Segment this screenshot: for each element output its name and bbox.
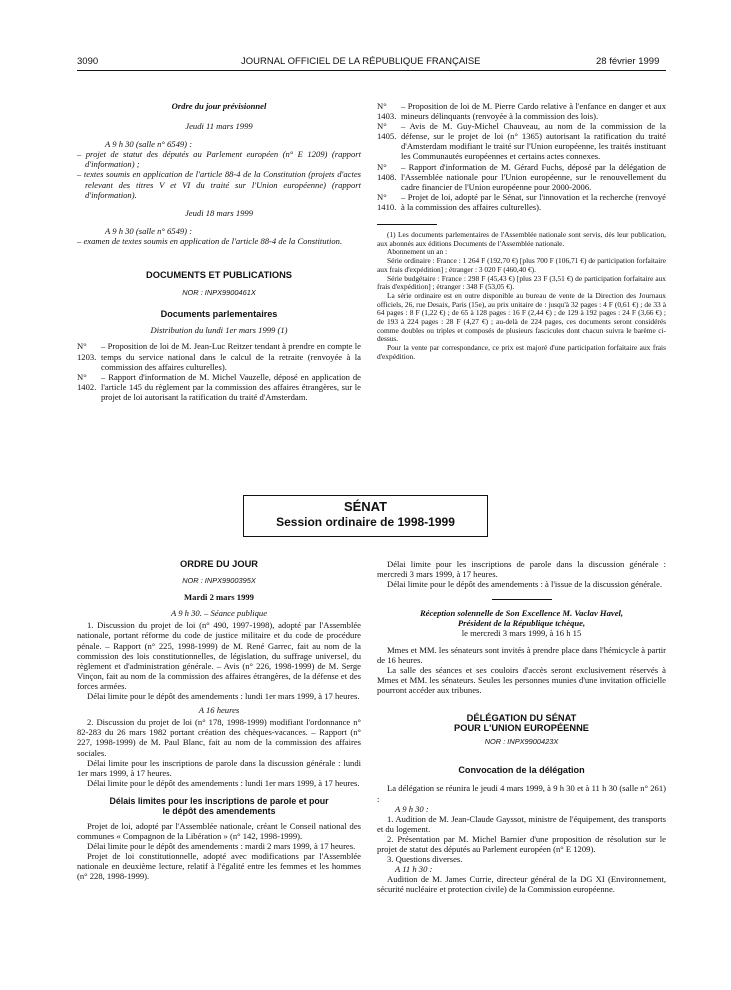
footnote-text: Série ordinaire : France : 1 264 F (192,70 €) [plus 700 F (106,71 €) de participation forfaitaire aux frais d'expédition] ; étranger : 3 020 F (460,40 €). [377, 256, 666, 274]
agenda-item: 2. Présentation par M. Michel Barnier d'une proposition de résolution sur le projet de statut des députés au Parlement européen (n° E 1209). [377, 833, 666, 854]
entry-number: N° 1402. [77, 371, 97, 392]
nor-code: NOR : INPX9900395X [182, 576, 256, 586]
ordre-du-jour-heading: ORDRE DU JOUR [180, 559, 258, 569]
deadline-line: Délai limite pour le dépôt des amendements : à l'issue de la discussion générale. [387, 579, 663, 590]
session-subtitle: Session ordinaire de 1998-1999 [276, 515, 455, 529]
entry-text: – Rapport d'information de M. Gérard Fuchs, déposé par la délégation de l'Assemblée nationale pour l'Union européenne, sur le renouvellement du cadre financier de l'Union européenne pour 2000-2006. [401, 161, 666, 192]
time-line: A 9 h 30 : [395, 803, 429, 814]
reception-title: Réception solennelle de Son Excellence M. Vaclav Havel, Président de la République tchèque, [419, 608, 624, 629]
footnote-text: Série budgétaire : France : 298 F (45,43 €) [plus 23 F (3,51 €) de participation forfaitaire aux frais d'expédition] ; étranger : 348 F (53,05 €). [377, 273, 666, 292]
header-rule [77, 70, 666, 71]
page-number: 3090 [77, 56, 99, 67]
docs-heading: DOCUMENTS ET PUBLICATIONS [146, 270, 292, 281]
document-entry [77, 372, 361, 402]
agenda-item: – projet de statut des députés au Parlement européen (n° E 1209) (rapport d'information) ; [77, 149, 361, 170]
senat-title: SÉNAT [343, 499, 388, 514]
nor-code: NOR : INPX9900461X [182, 288, 256, 298]
entry-text: – Projet de loi, adopté par le Sénat, sur l'innovation et la recherche (renvoyé à la commission des affaires culturelles). [401, 191, 666, 212]
deadline-line: Délai limite pour le dépôt des amendements : lundi 1er mars 1999, à 17 heures. [87, 691, 360, 702]
footnote-text: Pour la vente par correspondance, ce prix est majoré d'une participation forfaitaire aux frais d'expédition. [377, 343, 666, 361]
delais-heading: Délais limites pour les inscriptions de parole et pour le dépôt des amendements [109, 795, 329, 816]
agenda-item: – examen de textes soumis en application de l'article 88-4 de la Constitution. [77, 235, 343, 246]
document-entry [377, 121, 666, 161]
left-bottom-column [77, 559, 361, 881]
entry-number: N° 1410. [377, 191, 397, 212]
deadline-line: Délai limite pour les inscriptions de parole dans la discussion générale : lundi 1er mars 1999, à 17 heures. [77, 757, 361, 778]
nor-code: NOR : INPX9900423X [484, 737, 559, 747]
entry-number: N° 1403. [377, 101, 397, 122]
issue-date: 28 février 1999 [596, 56, 660, 67]
agenda-item: – textes soumis en application de l'article 88-4 de la Constitution (projets d'actes relevant des titres V et VI du traité sur l'Union européenne) (rapport d'information). [77, 169, 361, 200]
info-paragraph: Mmes et MM. les sénateurs sont invités à prendre place dans l'hémicycle à partir de 16 heures. [377, 644, 666, 665]
left-top-column [77, 101, 361, 402]
time-line: A 9 h 30. – Séance publique [170, 608, 268, 619]
reception-date: le mercredi 3 mars 1999, à 16 h 15 [461, 628, 582, 639]
agenda-paragraph: Projet de loi constitutionnelle, adopté avec modifications par l'Assemblée nationale en deuxième lecture, relatif à l'égalité entre les femmes et les hommes (n° 228, 1998-1999). [77, 851, 361, 882]
delegation-heading: DÉLÉGATION DU SÉNAT [466, 713, 577, 724]
document-entry [377, 162, 666, 192]
entry-number: N° 1203. [77, 341, 97, 362]
docs-subheading: Documents parlementaires [160, 309, 278, 320]
ordre-previsionnel-title: Ordre du jour prévisionnel [171, 101, 267, 111]
deadline-line: Délai limite pour le dépôt des amendements : lundi 1er mars 1999, à 17 heures. [87, 777, 360, 788]
agenda-item: 3. Questions diverses. [387, 854, 463, 865]
agenda-paragraph: 2. Discussion du projet de loi (n° 178, 1998-1999) modifiant l'ordonnance n° 82-283 du 26 mars 1982 portant création des chèques-vacances. – Rapport (n° 227, 1998-1999) de M. Paul Blanc, fait au nom de la commission des affaires sociales. [77, 717, 361, 758]
time-line: A 9 h 30 (salle n° 6549) : [105, 139, 193, 150]
time-line: A 11 h 30 : [395, 864, 433, 875]
right-bottom-column [377, 559, 666, 894]
deadline-line: Délai limite pour les inscriptions de parole dans la discussion générale : mercredi 3 mars 1999, à 17 heures. [377, 559, 666, 580]
entry-text: – Avis de M. Guy-Michel Chauveau, au nom de la commission de la défense, sur le projet de loi (n° 1365) autorisant la ratification du traité d'Amsterdam modifiant le traité sur l'Union européenne, les traités instituant les Communautés européennes et certains actes connexes. [401, 121, 666, 162]
deadline-line: Délai limite pour le dépôt des amendements : mardi 2 mars 1999, à 17 heures. [87, 841, 356, 852]
time-line: A 16 heures [198, 705, 240, 716]
convocation-heading: Convocation de la délégation [458, 765, 585, 776]
section-rule [492, 599, 552, 600]
senat-banner [243, 495, 488, 537]
document-entry [77, 341, 361, 371]
entry-number: N° 1408. [377, 161, 397, 182]
info-paragraph: La délégation se réunira le jeudi 4 mars 1999, à 9 h 30 et à 11 h 30 (salle n° 261) : [377, 783, 666, 804]
document-entry [377, 192, 666, 212]
footnote-rule [377, 224, 437, 225]
agenda-item: Audition de M. James Currie, directeur général de la DG XI (Environnement, sécurité nucléaire et protection civile) de la Commission européenne. [377, 874, 666, 895]
info-paragraph: La salle des séances et ses couloirs d'accès seront exclusivement réservés à Mmes et MM. les sénateurs. Seules les personnes munies d'une invitation officielle pourront accéder aux tribunes. [377, 664, 666, 695]
agenda-item: 1. Audition de M. Jean-Claude Gayssot, ministre de l'équipement, des transports et du logement. [377, 813, 666, 834]
date-18-mars: Jeudi 18 mars 1999 [184, 207, 254, 218]
entry-text: – Proposition de loi de M. Pierre Cardo relative à l'enfance en danger et aux mineurs délinquants (renvoyée à la commission des lois). [401, 101, 666, 122]
entry-number: N° 1405. [377, 121, 397, 142]
document-entry [377, 101, 666, 121]
footnote-text: (1) Les documents parlementaires de l'Assemblée nationale sont servis, dès leur publication, aux abonnés aux éditions Documents de l'Assemblée nationale. [377, 230, 666, 248]
entry-text: – Proposition de loi de M. Jean-Luc Reitzer tendant à prendre en compte le temps du service national dans le calcul de la retraite (renvoyée à la commission des affaires culturelles). [101, 341, 361, 372]
date-mardi-2-mars: Mardi 2 mars 1999 [184, 592, 254, 603]
entry-text: – Rapport d'information de M. Michel Vauzelle, déposé en application de l'article 145 du règlement par la commission des affaires étrangères, sur le projet de loi autorisant la ratification du traité d'Amsterdam. [101, 371, 361, 402]
right-top-column [377, 101, 666, 362]
agenda-paragraph: 1. Discussion du projet de loi (n° 490, 1997-1998), adopté par l'Assemblée nationale, portant réforme du code de justice militaire et du code de procédure pénale. – Rapport (n° 225, 1998-1999) de M. René Garrec, fait au nom de la commission des lois constitutionnelles, de législation, du suffrage universel, du règlement et d'administration générale. – Avis (n° 226, 1998-1999) de M. Serge Vinçon, fait au nom de la commission des affaires étrangères, de la défense et des forces armées. [77, 620, 361, 691]
delegation-heading: POUR L'UNION EUROPÉENNE [454, 723, 589, 734]
footnote-text: Abonnement un an : [387, 247, 448, 257]
agenda-paragraph: Projet de loi, adopté par l'Assemblée nationale, créant le Conseil national des communes « Compagnon de la Libération » (n° 142, 1998-1999). [77, 820, 361, 841]
date-11-mars: Jeudi 11 mars 1999 [185, 121, 253, 132]
distribution-line: Distribution du lundi 1er mars 1999 (1) [150, 325, 288, 336]
time-line: A 9 h 30 (salle n° 6549) : [105, 225, 193, 236]
footnote-text: La série ordinaire est en outre disponible au bureau de vente de la Direction des Journaux officiels, 26, rue Desaix, Paris (15e), au prix unitaire de : jusqu'à 32 pages : 4 F (0,61 €) ; de 33 à 64 pages : 8 F (1,22 €) ; de 65 à 128 pages : 16 F (2,44 €) ; de 129 à 192 pages : 24 F (3,66 €) ; de 193 à 224 pages : 28 F (4,27 €) ; au-delà de 224 pages, ces documents seront considérés comme doubles ou triples et composés de plusieurs fascicules dont chacun suivra le barème ci-dessus. [377, 290, 666, 344]
journal-title: JOURNAL OFFICIEL DE LA RÉPUBLIQUE FRANÇAISE [241, 56, 481, 67]
